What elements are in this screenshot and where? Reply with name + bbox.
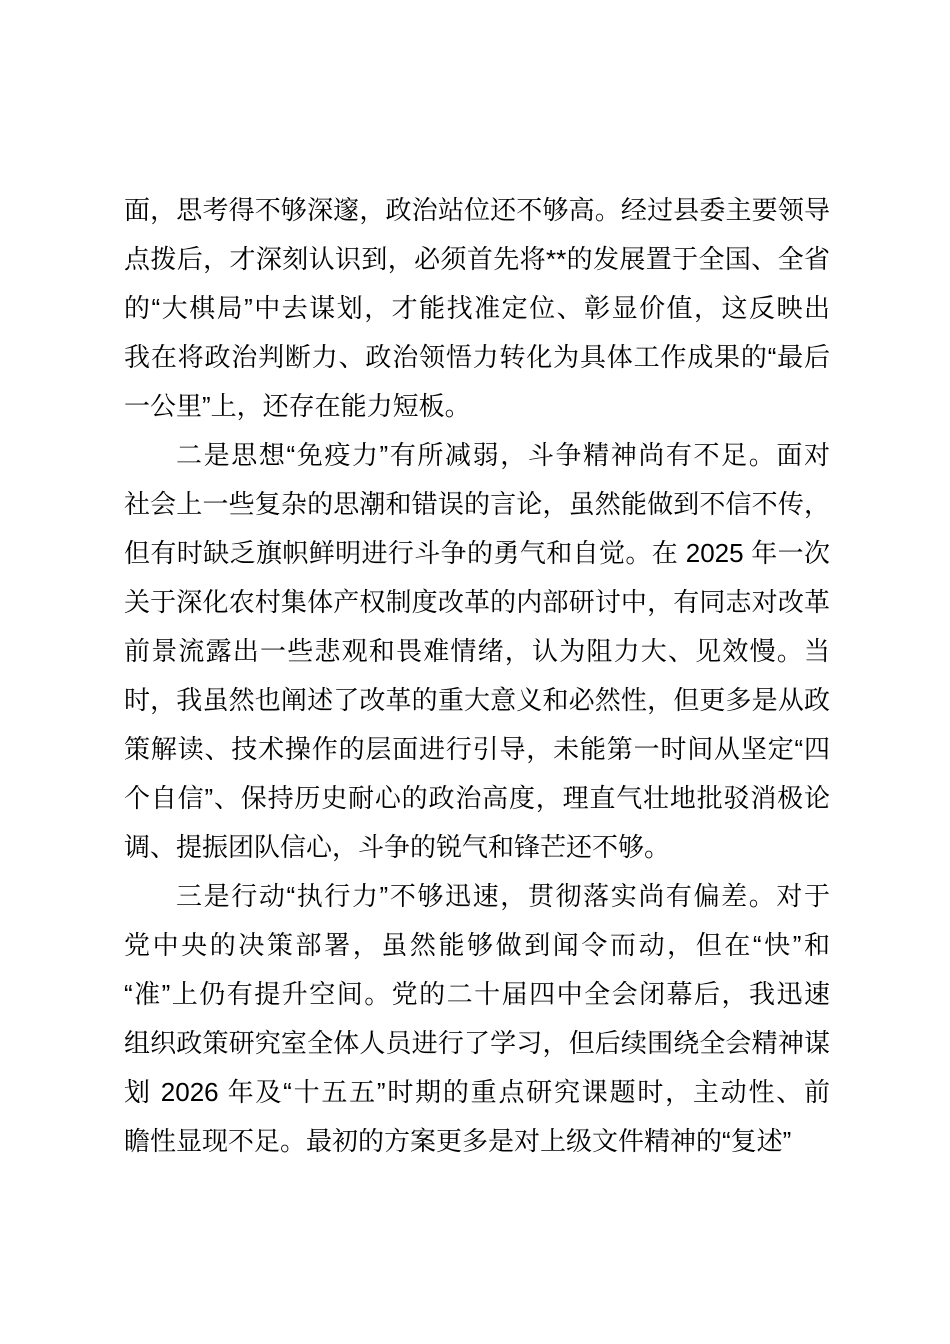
- document-body: [124, 186, 830, 1166]
- text-line: 前景流露出一些悲观和畏难情绪，认为阻力大、见效慢。当: [124, 636, 830, 666]
- text-line: 时，我虽然也阐述了改革的重大意义和必然性，但更多是从政: [124, 685, 830, 715]
- text-line: 党中央的决策部署，虽然能够做到闻令而动，但在“快”和: [124, 930, 830, 960]
- text-line: 点拨后，才深刻认识到，必须首先将**的发展置于全国、全省: [124, 244, 830, 274]
- paragraph-3: [124, 872, 830, 1166]
- text-line: 三是行动“执行力”不够迅速，贯彻落实尚有偏差。对于: [176, 881, 830, 911]
- text-line: “准”上仍有提升空间。党的二十届四中全会闭幕后，我迅速: [124, 979, 830, 1009]
- text-line: 组织政策研究室全体人员进行了学习，但后续围绕全会精神谋: [124, 1028, 830, 1058]
- text-line: 调、提振团队信心，斗争的锐气和锋芒还不够。: [124, 832, 671, 862]
- text-line: 瞻性显现不足。最初的方案更多是对上级文件精神的“复述”: [124, 1126, 792, 1156]
- text-line: 社会上一些复杂的思潮和错误的言论，虽然能做到不信不传，: [124, 489, 830, 519]
- text-line: 面，思考得不够深邃，政治站位还不够高。经过县委主要领导: [124, 195, 830, 225]
- paragraph-2: [124, 431, 830, 872]
- paragraph-1: [124, 186, 830, 431]
- text-line: 策解读、技术操作的层面进行引导，未能第一时间从坚定“四: [124, 734, 830, 764]
- text-line: 划 2026 年及“十五五”时期的重点研究课题时，主动性、前: [124, 1077, 830, 1107]
- text-line: 我在将政治判断力、政治领悟力转化为具体工作成果的“最后: [124, 342, 830, 372]
- text-line: 但有时缺乏旗帜鲜明进行斗争的勇气和自觉。在 2025 年一次: [124, 538, 830, 568]
- text-line: 个自信”、保持历史耐心的政治高度，理直气壮地批驳消极论: [124, 783, 830, 813]
- text-line: 一公里”上，还存在能力短板。: [124, 391, 471, 421]
- text-line: 二是思想“免疫力”有所减弱，斗争精神尚有不足。面对: [176, 440, 830, 470]
- text-line: 关于深化农村集体产权制度改革的内部研讨中，有同志对改革: [124, 587, 830, 617]
- text-line: 的“大棋局”中去谋划，才能找准定位、彰显价值，这反映出: [124, 293, 830, 323]
